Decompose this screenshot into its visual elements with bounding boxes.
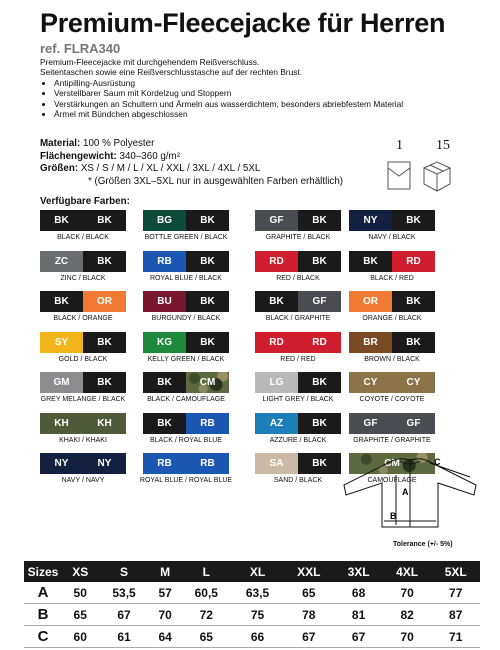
size-cell: 65 (62, 604, 98, 626)
color-label: GREY MELANGE / BLACK (40, 396, 126, 403)
size-cell: 65 (181, 626, 232, 648)
colors-title: Verfügbare Farben: (40, 196, 130, 207)
color-swatch (40, 210, 126, 241)
dim-b-label: B (390, 511, 397, 521)
color-swatch (255, 332, 341, 363)
size-cell: 68 (334, 582, 383, 604)
size-table-header (24, 561, 480, 582)
swatch-chips (349, 332, 435, 353)
color-swatch (255, 291, 341, 322)
color-label: BROWN / BLACK (364, 355, 420, 363)
size-cell: 60,5 (181, 582, 232, 604)
color-swatch (143, 332, 229, 363)
swatch-chips (143, 453, 229, 474)
header-cell: M (150, 561, 181, 582)
header-cell: 4XL (383, 561, 432, 582)
color-label: ORANGE / BLACK (362, 315, 422, 322)
jacket-measure-diagram (340, 455, 480, 535)
polybag-icon (388, 162, 410, 189)
color-chip: BU (143, 291, 186, 312)
measure-lines (384, 463, 470, 525)
color-chip: SY (40, 332, 83, 353)
swatch-chips (349, 413, 435, 434)
sizes-label: Größen: (40, 163, 79, 175)
color-chip: RB (186, 453, 229, 474)
swatch-chips (255, 291, 341, 312)
color-chip: GM (40, 372, 83, 393)
color-chip: CM (349, 453, 435, 474)
product-ref: ref. FLRA340 (40, 41, 121, 56)
color-swatch (255, 251, 341, 282)
swatch-chips (255, 453, 341, 474)
feature-item: • Verstärkungen an Schultern und Ärmeln aus wasserdichtem, besonders abriebfestem Material (54, 99, 480, 109)
size-cell: 67 (334, 626, 383, 648)
color-chip: KH (83, 413, 126, 434)
color-swatch (255, 210, 341, 241)
color-chip: BK (186, 251, 229, 272)
size-cell: 71 (431, 626, 480, 648)
feature-item: • Antipilling-Ausrüstung (54, 78, 480, 88)
swatch-chips (255, 372, 341, 393)
intro-line: Premium-Fleecejacke mit durchgehendem Reißverschluss. (40, 57, 260, 67)
size-cell: 78 (283, 604, 334, 626)
header-cell: Sizes (24, 561, 62, 582)
color-swatch (143, 413, 229, 444)
size-table (24, 561, 480, 648)
size-cell: 67 (283, 626, 334, 648)
jacket-outline-icon (344, 459, 476, 527)
color-chip: RD (298, 332, 341, 353)
product-description (40, 57, 480, 119)
color-swatch (40, 372, 126, 403)
packaging-info (386, 138, 476, 198)
size-row (24, 582, 480, 604)
color-chip: CM (186, 372, 229, 393)
swatch-chips (40, 413, 126, 434)
color-chip: GF (349, 413, 392, 434)
color-chip: KG (143, 332, 186, 353)
color-swatch (349, 210, 435, 241)
color-swatch (139, 453, 233, 484)
color-label: RED / RED (280, 355, 316, 363)
swatch-chips (40, 251, 126, 272)
color-chip: BK (255, 291, 298, 312)
color-chip: GF (392, 413, 435, 434)
color-chip: BK (298, 453, 341, 474)
swatch-chips (255, 210, 341, 231)
swatch-chips (255, 251, 341, 272)
size-cell: 57 (150, 582, 181, 604)
color-chip: BK (40, 291, 83, 312)
color-swatch (143, 372, 229, 403)
swatch-chips (255, 413, 341, 434)
package-icons (386, 158, 476, 198)
swatch-chips (349, 372, 435, 393)
sizes-note: * (Größen 3XL–5XL nur in ausgewählten Farben erhältlich) (88, 175, 344, 187)
color-chip: BK (143, 372, 186, 393)
size-cell: 60 (62, 626, 98, 648)
color-chip: RD (255, 332, 298, 353)
size-cell: 75 (232, 604, 283, 626)
color-label: SAND / BLACK (273, 477, 323, 484)
color-swatch (349, 251, 435, 282)
size-cell: 53,5 (98, 582, 149, 604)
color-chip: CY (392, 372, 435, 393)
color-chip: SA (255, 453, 298, 474)
color-swatch (40, 453, 126, 484)
color-label: BLACK / RED (370, 274, 414, 282)
color-swatch (255, 453, 341, 484)
color-chip: BK (83, 251, 126, 272)
intro-line: Seitentaschen sowie eine Reißverschlusstasche auf der rechten Brust. (40, 67, 303, 78)
color-chip: RB (143, 251, 186, 272)
color-label: BLACK / GRAPHITE (265, 315, 331, 322)
size-cell: 82 (383, 604, 432, 626)
color-swatch (349, 372, 435, 403)
color-swatch (40, 251, 126, 282)
color-label: NAVY / BLACK (368, 234, 416, 241)
size-cell: 66 (232, 626, 283, 648)
swatch-chips (349, 291, 435, 312)
swatch-chips (349, 210, 435, 231)
size-cell: 70 (383, 626, 432, 648)
size-row (24, 626, 480, 648)
measure-label: C (24, 626, 62, 648)
size-cell: 72 (181, 604, 232, 626)
weight-label: Flächengewicht: (40, 150, 117, 162)
feature-item: • Ärmel mit Bündchen abgeschlossen (54, 109, 480, 119)
color-chip: BK (392, 291, 435, 312)
size-cell: 50 (62, 582, 98, 604)
color-label: CAMOUFLAGE (367, 477, 417, 484)
measure-label: B (24, 604, 62, 626)
color-chip: BG (143, 210, 186, 231)
size-cell: 63,5 (232, 582, 283, 604)
size-cell: 87 (431, 604, 480, 626)
swatch-chips (143, 413, 229, 434)
swatch-chips (143, 210, 229, 231)
spec-block (40, 138, 343, 188)
color-chip: BR (349, 332, 392, 353)
swatch-chips (143, 291, 229, 312)
color-chip: RD (392, 251, 435, 272)
color-chip: NY (349, 210, 392, 231)
swatch-chips (40, 210, 126, 231)
color-chip: KH (40, 413, 83, 434)
color-label: ROYAL BLUE / BLACK (150, 274, 222, 282)
dim-a-label: A (402, 487, 409, 497)
color-swatch (40, 332, 126, 363)
color-swatch (143, 210, 229, 241)
color-chip: BK (186, 210, 229, 231)
color-chip: ZC (40, 251, 83, 272)
size-cell: 77 (431, 582, 480, 604)
color-label: NAVY / NAVY (61, 477, 105, 484)
color-chip: RB (143, 453, 186, 474)
color-label: KELLY GREEN / BLACK (147, 355, 225, 363)
color-chip: BK (186, 332, 229, 353)
color-swatch (255, 372, 341, 403)
color-chip: BK (83, 372, 126, 393)
swatch-chips (40, 332, 126, 353)
color-swatch (143, 291, 229, 322)
header-cell: 5XL (431, 561, 480, 582)
material-label: Material: (40, 138, 81, 149)
color-chip: BK (143, 413, 186, 434)
color-label: ROYAL BLUE / ROYAL BLUE (139, 477, 233, 484)
color-label: BOTTLE GREEN / BLACK (144, 234, 228, 241)
color-swatch (40, 413, 126, 444)
swatch-chips (349, 251, 435, 272)
color-swatch (143, 251, 229, 282)
pack-single-count: 1 (396, 138, 403, 153)
color-label: GRAPHITE / GRAPHITE (353, 436, 431, 444)
size-cell: 70 (383, 582, 432, 604)
header-cell: L (181, 561, 232, 582)
size-cell: 70 (150, 604, 181, 626)
color-label: BLACK / CAMOUFLAGE (147, 396, 225, 403)
color-chip: BK (298, 251, 341, 272)
color-label: RED / BLACK (276, 274, 320, 282)
measure-label: A (24, 582, 62, 604)
color-chip: GF (255, 210, 298, 231)
color-label: BLACK / ROYAL BLUE (150, 436, 222, 444)
swatch-chips (40, 291, 126, 312)
color-chip: BK (392, 332, 435, 353)
header-cell: XS (62, 561, 98, 582)
tolerance-note: Tolerance (+/- 5%) (393, 541, 453, 548)
swatch-chips (255, 332, 341, 353)
color-chip: BK (186, 291, 229, 312)
sizes-value: XS / S / M / L / XL / XXL / 3XL / 4XL / 5XL (80, 163, 261, 175)
color-chip: BK (83, 332, 126, 353)
color-swatch (349, 291, 435, 322)
header-cell: XXL (283, 561, 334, 582)
color-label: KHAKI / KHAKI (59, 436, 107, 444)
color-label: COYOTE / COYOTE (359, 396, 425, 403)
product-title: Premium-Fleecejacke für Herren (40, 8, 446, 38)
color-chip: BK (40, 210, 83, 231)
color-chip: RB (186, 413, 229, 434)
swatch-chips (143, 251, 229, 272)
color-chip: GF (298, 291, 341, 312)
size-row (24, 604, 480, 626)
color-swatch (349, 413, 435, 444)
color-chip: BK (349, 251, 392, 272)
color-label: BLACK / BLACK (57, 234, 109, 241)
color-chip: CY (349, 372, 392, 393)
color-chip: BK (83, 210, 126, 231)
color-chip: BK (298, 413, 341, 434)
swatch-chips (143, 332, 229, 353)
color-label: ZINC / BLACK (60, 274, 106, 282)
material-value: 100 % Polyester (83, 138, 155, 149)
size-cell: 67 (98, 604, 149, 626)
color-chip: LG (255, 372, 298, 393)
size-cell: 65 (283, 582, 334, 604)
color-label: AZZURE / BLACK (269, 436, 327, 444)
feature-item: • Verstellbarer Saum mit Kordelzug und Stoppern (54, 88, 480, 98)
swatch-chips (40, 372, 126, 393)
color-chip: BK (392, 210, 435, 231)
color-label: BURGUNDY / BLACK (151, 315, 221, 322)
color-chip: OR (83, 291, 126, 312)
size-cell: 64 (150, 626, 181, 648)
color-swatch (255, 413, 341, 444)
dim-c-label: C (434, 457, 441, 467)
color-chip: NY (40, 453, 83, 474)
color-label: GRAPHITE / BLACK (265, 234, 331, 241)
weight-value: 340–360 g/m² (119, 150, 180, 162)
feature-list (40, 78, 480, 120)
color-label: BLACK / ORANGE (53, 315, 113, 322)
size-cell: 61 (98, 626, 149, 648)
color-chip: NY (83, 453, 126, 474)
header-cell: 3XL (334, 561, 383, 582)
size-cell: 81 (334, 604, 383, 626)
swatch-chips (143, 372, 229, 393)
color-swatch (40, 291, 126, 322)
color-chip: AZ (255, 413, 298, 434)
color-chip: BK (298, 372, 341, 393)
color-chip: RD (255, 251, 298, 272)
header-cell: XL (232, 561, 283, 582)
color-label: LIGHT GREY / BLACK (262, 396, 334, 403)
header-cell: S (98, 561, 149, 582)
color-chip: BK (298, 210, 341, 231)
swatch-chips (40, 453, 126, 474)
color-label: GOLD / BLACK (58, 355, 108, 363)
pack-carton-count: 15 (436, 138, 450, 153)
carton-box-icon (424, 162, 450, 191)
color-swatch (349, 332, 435, 363)
color-chip: OR (349, 291, 392, 312)
